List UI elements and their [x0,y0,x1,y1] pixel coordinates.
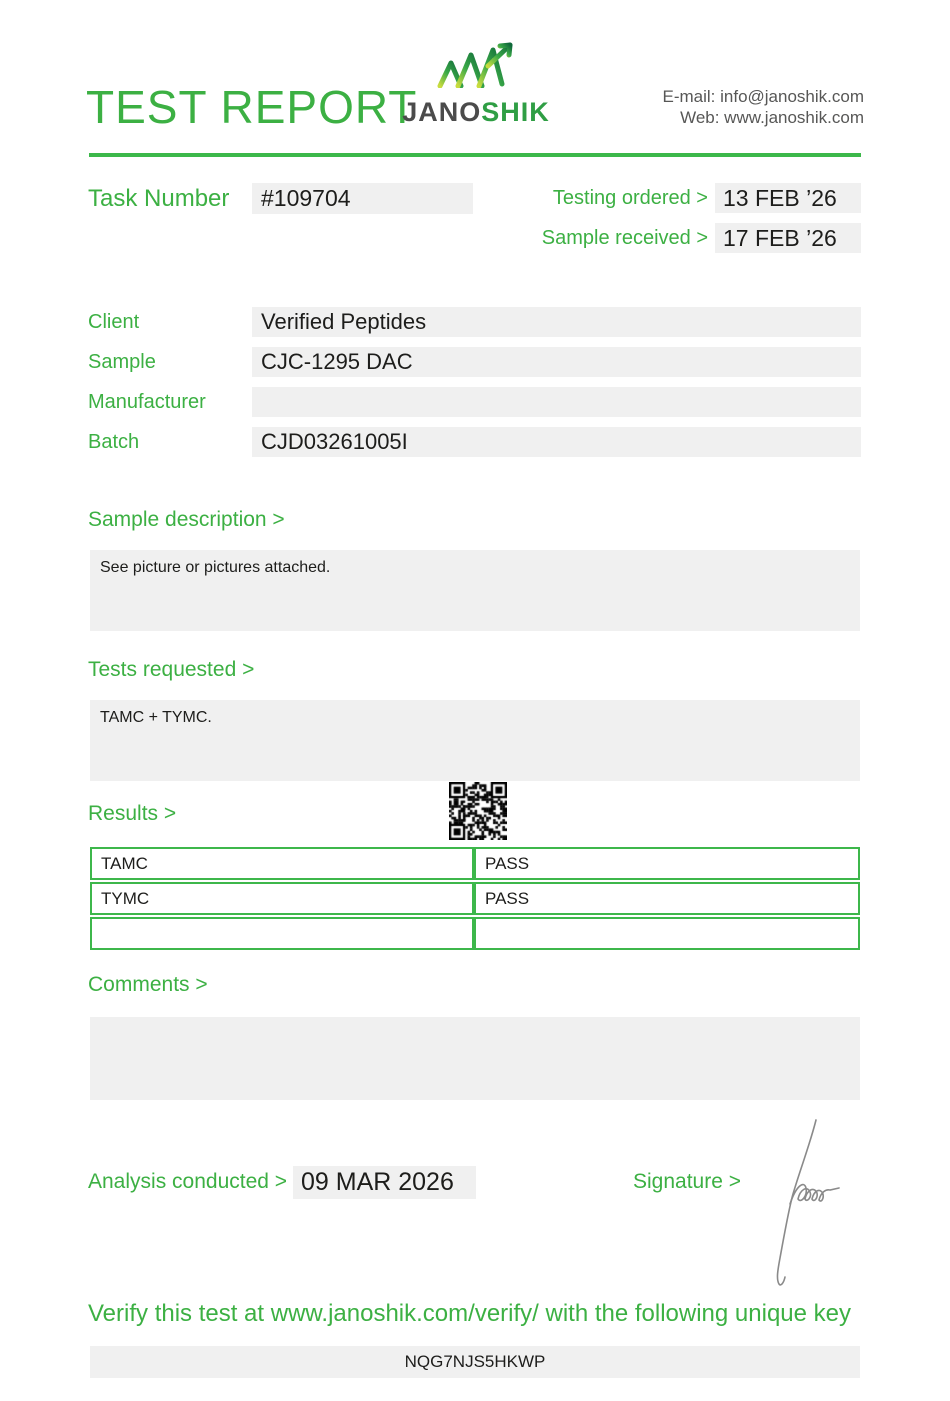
signature-scribble [760,1112,855,1292]
client-label: Client [88,311,140,333]
unique-key: NQG7NJS5HKWP [90,1346,860,1378]
sample-received-row [520,223,861,253]
result-test-value: PASS [474,847,860,880]
result-test-value [474,917,860,950]
manufacturer-label: Manufacturer [88,391,206,413]
client-value: Verified Peptides [252,307,861,337]
results-heading: Results > [88,802,177,825]
comments-heading: Comments > [88,973,208,996]
comments-box [90,1017,860,1100]
sample-description-heading: Sample description > [88,508,285,531]
page-title: TEST REPORT [86,81,418,133]
signature-label: Signature > [633,1170,741,1193]
header-divider [89,153,861,157]
field-row-manufacturer [88,387,861,417]
result-test-name: TAMC [90,847,474,880]
sample-received-label: Sample received > [541,226,708,249]
verify-instruction: Verify this test at www.janoshik.com/verify/ with the following unique key [88,1300,852,1327]
sample-received-date: 17 FEB ’26 [715,223,861,253]
janoshik-logo [401,42,551,128]
field-row-sample [88,347,861,377]
sample-label: Sample [88,351,156,373]
manufacturer-value [252,387,861,417]
testing-ordered-row [520,183,861,213]
qr-code [449,782,507,840]
tests-requested-box: TAMC + TYMC. [90,700,860,781]
analysis-conducted-date: 09 MAR 2026 [293,1166,476,1199]
contact-info [663,86,865,128]
tests-requested-heading: Tests requested > [88,658,255,681]
contact-web: Web: www.janoshik.com [680,108,864,127]
testing-ordered-date: 13 FEB ’26 [715,183,861,213]
testing-ordered-label: Testing ordered > [552,186,708,209]
sample-value: CJC-1295 DAC [252,347,861,377]
chart-peaks-icon [430,75,522,92]
sample-description-box: See picture or pictures attached. [90,550,860,631]
analysis-conducted-label: Analysis conducted > [88,1170,288,1193]
sample-info-fields [88,307,861,467]
result-test-name: TYMC [90,882,474,915]
results-table [90,847,860,952]
task-number-label: Task Number [88,185,230,212]
field-row-client [88,307,861,337]
table-row [90,917,860,950]
table-row [90,847,860,880]
task-number-value: #109704 [252,183,473,214]
logo-wordmark [401,97,551,128]
logo-shik: SHIK [481,97,550,127]
batch-label: Batch [88,431,140,453]
contact-email: E-mail: info@janoshik.com [662,87,864,106]
table-row [90,882,860,915]
result-test-name [90,917,474,950]
dates-block [520,183,861,263]
batch-value: CJD03261005I [252,427,861,457]
field-row-batch [88,427,861,457]
result-test-value: PASS [474,882,860,915]
logo-jano: JANO [402,97,482,127]
